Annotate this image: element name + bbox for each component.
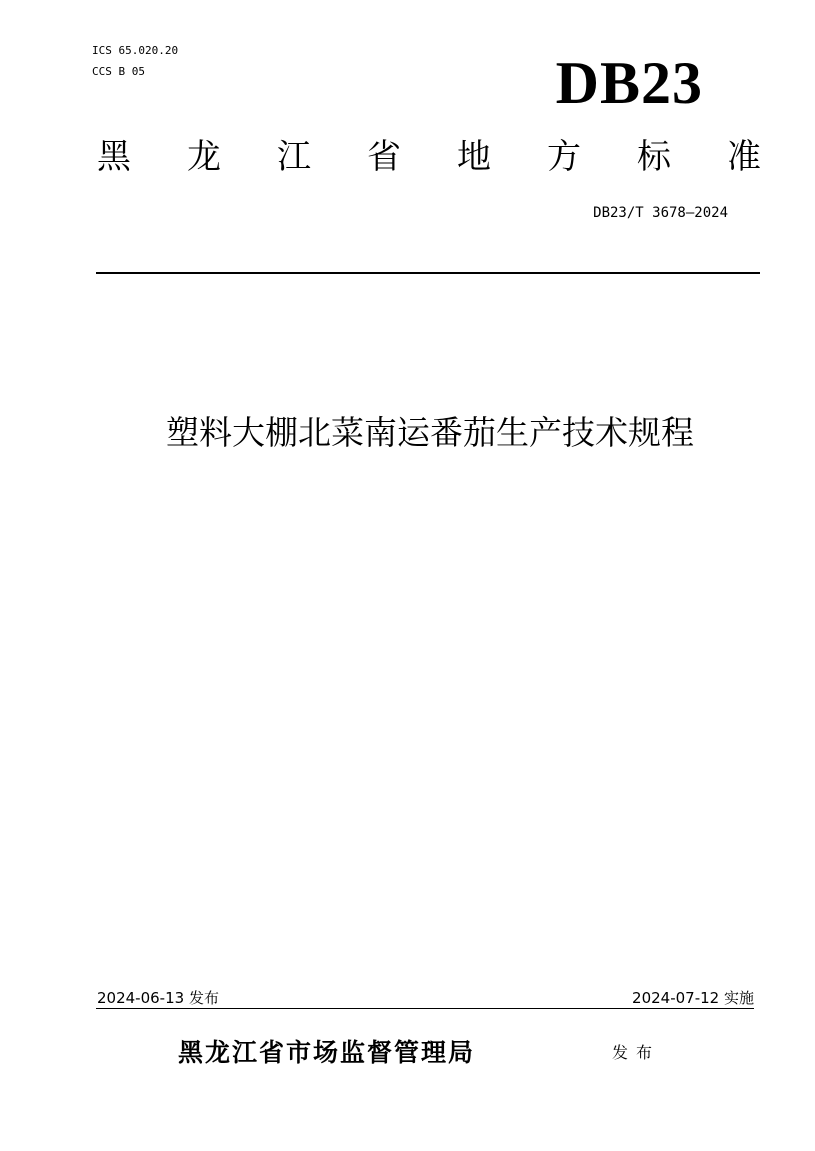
standard-code-logo: DB23 [555, 50, 703, 116]
issuing-authority: 黑龙江省市场监督管理局 [178, 1038, 476, 1067]
document-title: 塑料大棚北菜南运番茄生产技术规程 [166, 413, 694, 452]
standard-type-char: 地 [457, 137, 491, 177]
ics-code: ICS 65.020.20 [92, 44, 179, 57]
issue-label: 发布 [612, 1043, 661, 1062]
standard-type-char: 龙 [187, 137, 221, 177]
implement-date: 2024-07-12 实施 [632, 989, 754, 1007]
standard-type-char: 准 [727, 137, 761, 177]
standard-number: DB23/T 3678—2024 [593, 205, 728, 221]
standard-type-char: 标 [637, 137, 671, 177]
standard-type-char: 黑 [97, 137, 131, 177]
standard-type-char: 方 [547, 137, 581, 177]
publish-date: 2024-06-13 发布 [97, 989, 219, 1007]
ccs-code: CCS B 05 [92, 65, 145, 78]
standard-type-char: 江 [277, 137, 311, 177]
header-divider [96, 272, 760, 274]
standard-type-char: 省 [367, 137, 401, 177]
footer-divider [96, 1008, 754, 1009]
standard-type [97, 136, 761, 178]
